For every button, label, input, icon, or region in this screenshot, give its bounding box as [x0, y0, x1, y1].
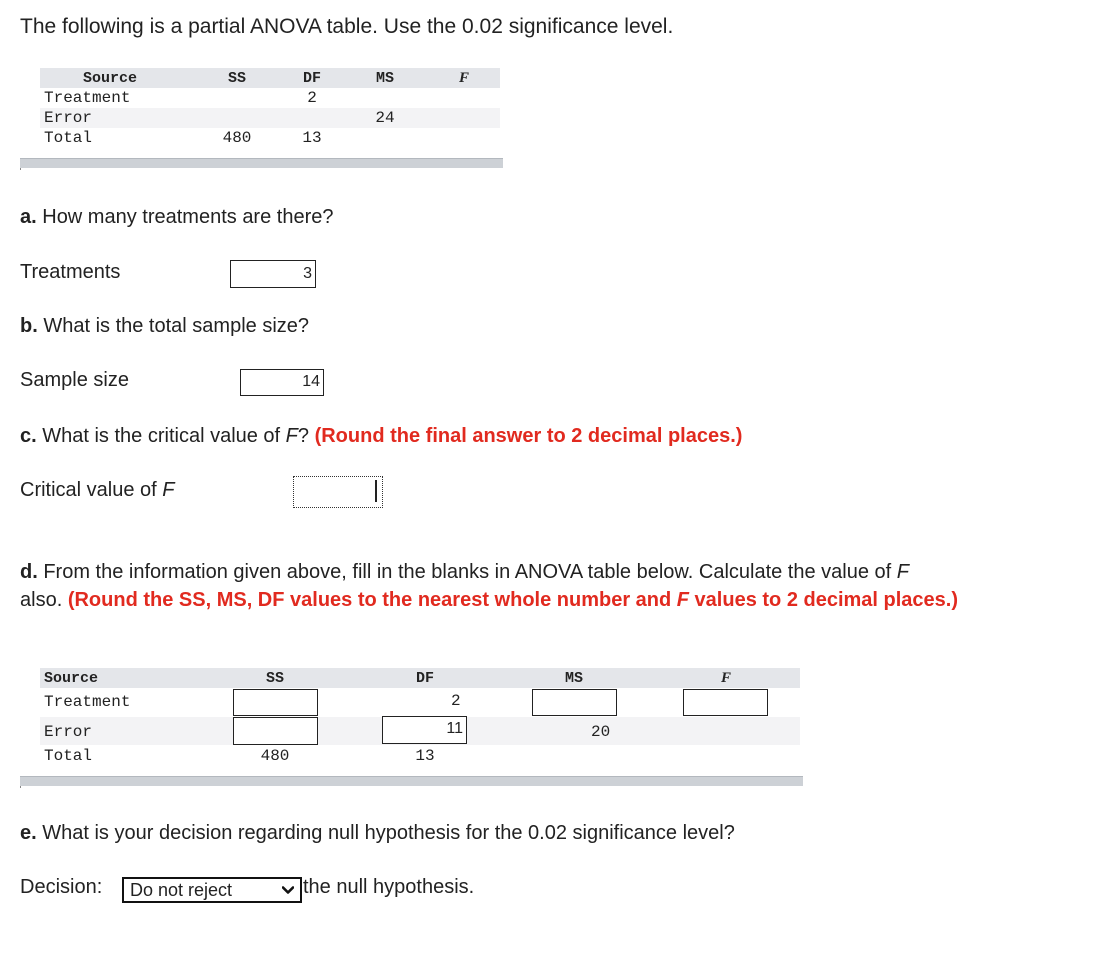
table1-header-source: Source [82, 70, 137, 87]
table1-row-error-source: Error [44, 109, 93, 127]
treatment-ss-input[interactable] [233, 689, 318, 716]
table2-header-df: DF [415, 670, 434, 687]
question-a [20, 206, 333, 229]
critical-value-label [20, 479, 175, 502]
question-d-note-var: F [676, 589, 689, 611]
question-b-prefix: b. [20, 315, 38, 337]
question-e-text: What is your decision regarding null hypothesis for the 0.02 significance level? [36, 822, 735, 844]
question-d-note-b: values to 2 decimal places.) [689, 589, 959, 611]
table1-row-total-source: Total [44, 129, 93, 147]
question-d-note-a: (Round the SS, MS, DF values to the nearest whole number and [67, 589, 677, 611]
question-a-prefix: a. [20, 206, 37, 228]
question-c [20, 425, 742, 448]
sample-size-label: Sample size [20, 369, 129, 391]
critical-value-input[interactable] [293, 476, 383, 508]
decision-suffix: the null hypothesis. [303, 876, 475, 898]
error-ss-input[interactable] [233, 717, 318, 745]
treatment-ms-input[interactable] [532, 689, 617, 716]
decision-select-value: Do not reject [130, 880, 233, 900]
table1-row-treatment-df: 2 [307, 89, 317, 107]
table2-header-ms: MS [564, 670, 583, 687]
decision-label: Decision: [20, 876, 103, 898]
question-e-prefix: e. [20, 822, 37, 844]
table2-row-total-ss: 480 [260, 747, 290, 765]
table2-header-ss: SS [265, 670, 284, 687]
table1-header-ss: SS [227, 70, 246, 87]
question-b-text: What is the total sample size? [37, 315, 310, 337]
table2-row-treatment-source: Treatment [44, 693, 131, 711]
treatments-label: Treatments [20, 261, 121, 283]
table2-header-f: F [720, 670, 731, 686]
treatment-f-input[interactable] [683, 689, 768, 716]
table2-row-total-df: 13 [415, 747, 435, 765]
table2-header-source: Source [44, 670, 99, 687]
question-d-var: F [896, 561, 909, 583]
table1-row-total-ss: 480 [222, 129, 252, 147]
decision-select[interactable] [122, 877, 302, 903]
question-c-note: (Round the final answer to 2 decimal places.) [314, 425, 743, 447]
table1-row-error-ms: 24 [375, 109, 395, 127]
question-c-var: F [285, 425, 298, 447]
question-a-text: How many treatments are there? [36, 206, 334, 228]
chevron-down-icon [282, 884, 294, 896]
table2-row-total-source: Total [44, 747, 93, 765]
text-caret [375, 480, 377, 502]
table1-header-f: F [458, 70, 469, 86]
question-c-text: What is the critical value of [36, 425, 286, 447]
table1-row-total-df: 13 [302, 129, 322, 147]
question-e [20, 822, 735, 845]
table1-row-treatment-source: Treatment [44, 89, 131, 107]
error-df-input[interactable]: 11 [382, 716, 467, 744]
question-c-text-end: ? [297, 425, 315, 447]
question-b [20, 315, 309, 338]
table2-row-treatment-df: 2 [451, 692, 461, 710]
treatments-input[interactable]: 3 [230, 260, 316, 288]
sample-size-input[interactable]: 14 [240, 369, 324, 396]
critical-value-label-var: F [162, 479, 175, 501]
question-d-line2 [20, 589, 1100, 612]
question-d-prefix: d. [20, 561, 38, 583]
table2-row-error-ms: 20 [591, 723, 611, 741]
intro-text: The following is a partial ANOVA table. Use the 0.02 significance level. [20, 15, 674, 38]
question-c-prefix: c. [20, 425, 37, 447]
table1-header-df: DF [302, 70, 321, 87]
table1-header-ms: MS [375, 70, 394, 87]
table2-row-error-source: Error [44, 723, 93, 741]
question-d-line2-text: also. [20, 589, 68, 611]
critical-value-label-text: Critical value of [20, 479, 163, 501]
question-d-line1: From the information given above, fill in the blanks in ANOVA table below. Calculate the value of [37, 561, 897, 583]
question-d [20, 561, 1100, 584]
